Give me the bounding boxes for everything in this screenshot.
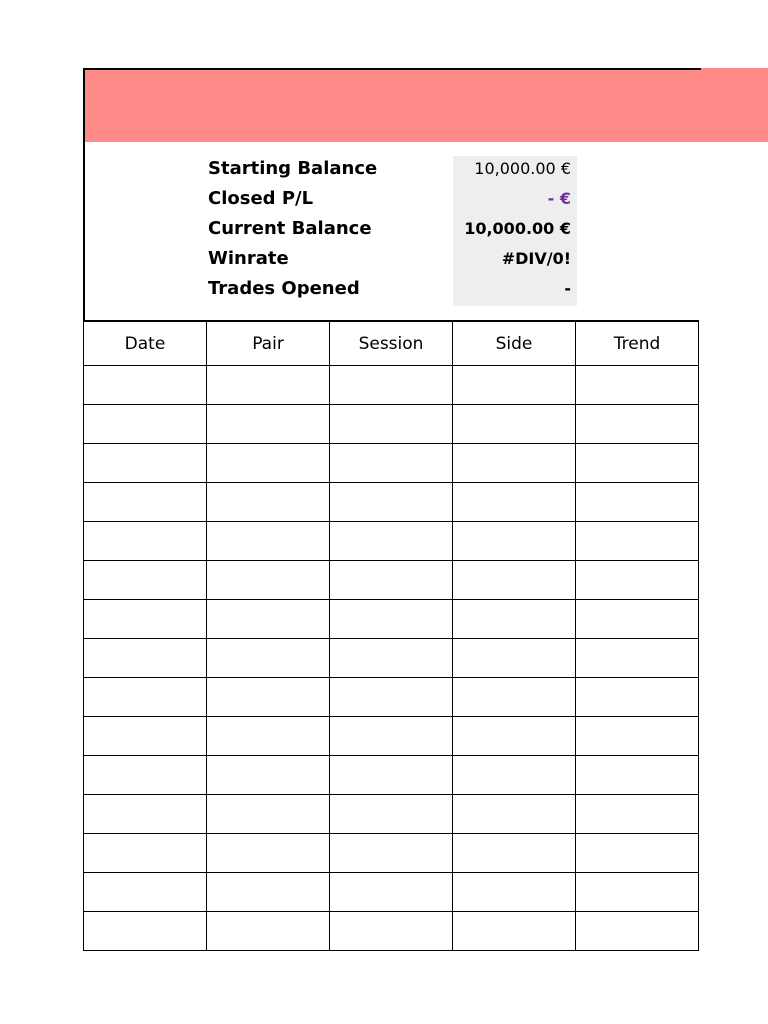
- table-cell-pair[interactable]: [207, 717, 330, 756]
- table-cell-session[interactable]: [330, 405, 453, 444]
- current-balance-label: Current Balance: [208, 218, 372, 239]
- table-cell-side[interactable]: [453, 873, 576, 912]
- table-cell-pair[interactable]: [207, 444, 330, 483]
- table-cell-session[interactable]: [330, 873, 453, 912]
- trade-log-table: [83, 320, 699, 951]
- closed-pl-value[interactable]: - €: [547, 189, 571, 208]
- current-balance-value[interactable]: 10,000.00 €: [464, 219, 571, 238]
- frame-left-border: [83, 68, 85, 322]
- table-cell-date[interactable]: [84, 405, 207, 444]
- table-cell-pair[interactable]: [207, 756, 330, 795]
- table-cell-pair[interactable]: [207, 873, 330, 912]
- column-header-trend[interactable]: Trend: [576, 321, 699, 366]
- table-cell-trend[interactable]: [576, 444, 699, 483]
- table-row: [84, 444, 699, 483]
- table-cell-session[interactable]: [330, 522, 453, 561]
- trades-opened-label: Trades Opened: [208, 278, 360, 299]
- table-cell-pair[interactable]: [207, 561, 330, 600]
- starting-balance-value[interactable]: 10,000.00 €: [474, 159, 571, 178]
- table-cell-trend[interactable]: [576, 834, 699, 873]
- table-row: [84, 639, 699, 678]
- table-cell-side[interactable]: [453, 756, 576, 795]
- table-cell-trend[interactable]: [576, 561, 699, 600]
- table-header-row: [84, 321, 699, 366]
- table-cell-pair[interactable]: [207, 600, 330, 639]
- table-cell-date[interactable]: [84, 600, 207, 639]
- table-cell-session[interactable]: [330, 912, 453, 951]
- table-cell-side[interactable]: [453, 366, 576, 405]
- table-row: [84, 678, 699, 717]
- table-cell-date[interactable]: [84, 522, 207, 561]
- table-cell-session[interactable]: [330, 483, 453, 522]
- table-cell-side[interactable]: [453, 600, 576, 639]
- table-row: [84, 834, 699, 873]
- table-cell-trend[interactable]: [576, 366, 699, 405]
- table-cell-date[interactable]: [84, 444, 207, 483]
- table-cell-side[interactable]: [453, 483, 576, 522]
- table-cell-trend[interactable]: [576, 639, 699, 678]
- table-cell-side[interactable]: [453, 795, 576, 834]
- table-row: [84, 561, 699, 600]
- table-cell-pair[interactable]: [207, 912, 330, 951]
- table-cell-date[interactable]: [84, 483, 207, 522]
- table-cell-trend[interactable]: [576, 912, 699, 951]
- table-row: [84, 600, 699, 639]
- table-row: [84, 717, 699, 756]
- table-cell-session[interactable]: [330, 444, 453, 483]
- table-cell-date[interactable]: [84, 873, 207, 912]
- table-cell-side[interactable]: [453, 522, 576, 561]
- table-cell-session[interactable]: [330, 561, 453, 600]
- table-row: [84, 873, 699, 912]
- table-cell-side[interactable]: [453, 834, 576, 873]
- table-cell-trend[interactable]: [576, 600, 699, 639]
- table-cell-date[interactable]: [84, 795, 207, 834]
- table-cell-session[interactable]: [330, 834, 453, 873]
- header-banner: [83, 68, 768, 142]
- table-cell-date[interactable]: [84, 834, 207, 873]
- trades-opened-value[interactable]: -: [564, 279, 571, 298]
- table-cell-side[interactable]: [453, 912, 576, 951]
- table-cell-side[interactable]: [453, 717, 576, 756]
- table-cell-side[interactable]: [453, 561, 576, 600]
- table-cell-session[interactable]: [330, 678, 453, 717]
- table-cell-date[interactable]: [84, 756, 207, 795]
- column-header-date[interactable]: Date: [84, 321, 207, 366]
- table-cell-session[interactable]: [330, 366, 453, 405]
- column-header-session[interactable]: Session: [330, 321, 453, 366]
- table-cell-date[interactable]: [84, 366, 207, 405]
- table-cell-pair[interactable]: [207, 795, 330, 834]
- table-cell-date[interactable]: [84, 639, 207, 678]
- table-row: [84, 795, 699, 834]
- closed-pl-label: Closed P/L: [208, 188, 314, 209]
- table-row: [84, 522, 699, 561]
- table-row: [84, 756, 699, 795]
- frame-top-border: [83, 68, 701, 70]
- table-cell-trend[interactable]: [576, 795, 699, 834]
- winrate-label: Winrate: [208, 248, 289, 269]
- starting-balance-label: Starting Balance: [208, 158, 378, 179]
- table-cell-pair[interactable]: [207, 522, 330, 561]
- table-cell-side[interactable]: [453, 678, 576, 717]
- table-cell-pair[interactable]: [207, 678, 330, 717]
- table-cell-pair[interactable]: [207, 639, 330, 678]
- table-row: [84, 366, 699, 405]
- table-cell-session[interactable]: [330, 717, 453, 756]
- table-cell-trend[interactable]: [576, 405, 699, 444]
- table-row: [84, 912, 699, 951]
- table-cell-pair[interactable]: [207, 834, 330, 873]
- table-cell-session[interactable]: [330, 639, 453, 678]
- winrate-value[interactable]: #DIV/0!: [501, 249, 571, 268]
- table-cell-trend[interactable]: [576, 522, 699, 561]
- trade-log-body: [84, 366, 699, 951]
- table-cell-session[interactable]: [330, 600, 453, 639]
- table-cell-pair[interactable]: [207, 483, 330, 522]
- table-cell-session[interactable]: [330, 795, 453, 834]
- table-cell-pair[interactable]: [207, 405, 330, 444]
- column-header-side[interactable]: Side: [453, 321, 576, 366]
- table-cell-date[interactable]: [84, 678, 207, 717]
- table-cell-trend[interactable]: [576, 717, 699, 756]
- table-cell-trend[interactable]: [576, 756, 699, 795]
- column-header-pair[interactable]: Pair: [207, 321, 330, 366]
- table-cell-side[interactable]: [453, 639, 576, 678]
- table-cell-pair[interactable]: [207, 366, 330, 405]
- table-row: [84, 405, 699, 444]
- table-cell-date[interactable]: [84, 561, 207, 600]
- table-cell-side[interactable]: [453, 405, 576, 444]
- table-cell-trend[interactable]: [576, 678, 699, 717]
- table-cell-trend[interactable]: [576, 873, 699, 912]
- table-cell-side[interactable]: [453, 444, 576, 483]
- trading-journal-sheet: [83, 68, 768, 948]
- table-row: [84, 483, 699, 522]
- table-cell-trend[interactable]: [576, 483, 699, 522]
- table-cell-date[interactable]: [84, 717, 207, 756]
- table-cell-date[interactable]: [84, 912, 207, 951]
- table-cell-session[interactable]: [330, 756, 453, 795]
